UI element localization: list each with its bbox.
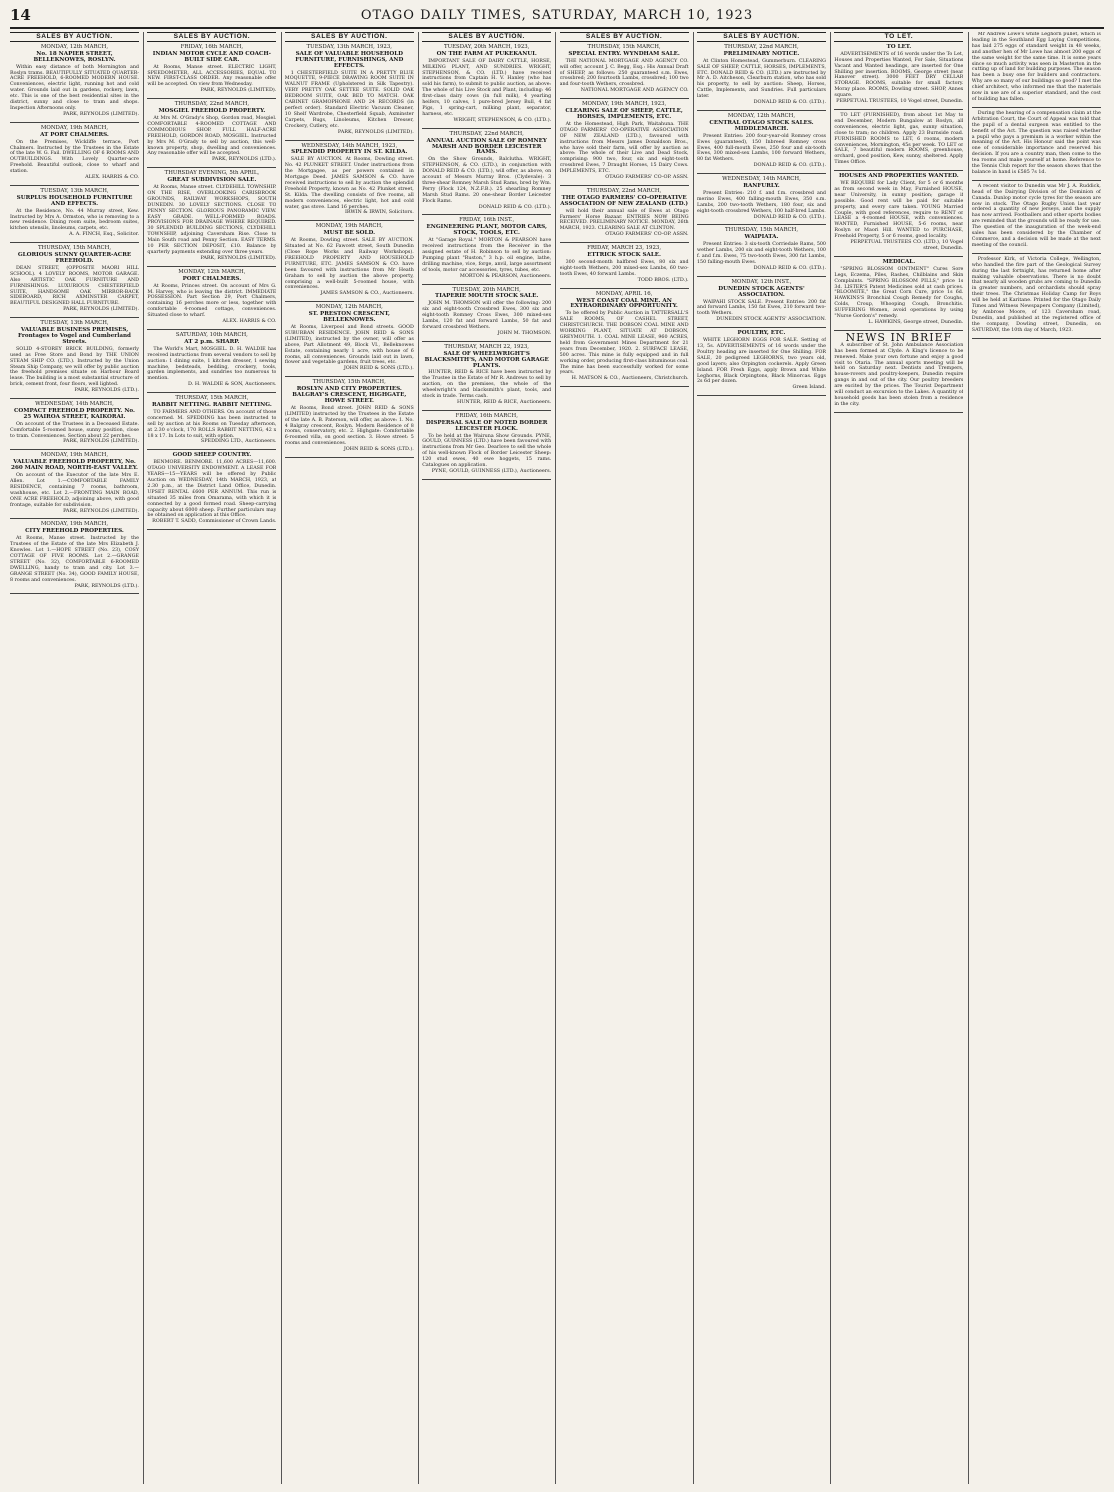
advertisement <box>972 32 1101 103</box>
ad-separator <box>972 253 1101 254</box>
advertisement <box>147 453 276 525</box>
advertisement <box>422 45 551 124</box>
ad-title: PRELIMINARY NOTICE. <box>723 50 800 57</box>
advertisement <box>697 228 826 271</box>
ad-title: POULTRY, ETC. <box>737 330 786 337</box>
ad-title: AT 2 p.m. SHARP. <box>184 338 240 345</box>
ad-signature: DUNEDIN STOCK AGENTS' ASSOCIATION. <box>716 316 826 323</box>
ad-separator <box>147 449 276 450</box>
ad-signature: DONALD REID & CO. (LTD.). <box>753 213 826 220</box>
ad-title: RANFURLY. <box>743 183 780 190</box>
ad-title: HOUSES AND PROPERTIES WANTED. <box>839 173 959 180</box>
column-heading: SALES BY AUCTION. <box>10 32 139 42</box>
ad-title: TO LET. <box>886 43 912 50</box>
ad-title: AT PORT CHALMERS. <box>40 131 109 138</box>
ad-signature: JOHN M. THOMSON. <box>497 329 552 336</box>
ad-date: MONDAY, APRIL 16, <box>595 290 653 297</box>
ad-separator <box>147 329 276 330</box>
ad-body: At Rooms, Princes street. On account of Mrs G. M. Harvey, who is leaving the district. IMMEDIATE POSSESSION. Part Section 29, Port Chalmers, containing 16 perches more or less, together with comfortable 4-roomed cottage, conveniences. Situated close to wharf. <box>147 283 277 319</box>
advertisement <box>147 270 276 325</box>
ad-separator <box>834 109 963 110</box>
ad-signature: ROBERT T. SADD, Commissioner of Crown Lands. <box>152 518 277 525</box>
ad-separator <box>560 185 689 186</box>
advertisement <box>10 321 139 394</box>
advertisement <box>422 218 551 279</box>
ad-signature: PARK, REYNOLDS (LIMITED). <box>337 128 414 135</box>
ad-signature: TODD BROS. (LTD.). <box>637 276 689 283</box>
column-rule <box>830 32 831 1484</box>
ad-date: THURSDAY, 15th MARCH, <box>724 227 799 234</box>
ad-separator <box>972 338 1101 339</box>
ad-signature: OTAGO FARMERS' CO-OP. ASSN. <box>605 231 689 238</box>
advertisement <box>10 126 139 181</box>
ad-signature: H. MATSON & CO., Auctioneers, Christchurch. <box>571 375 689 382</box>
ad-title: No. 18 NAPIER STREET, BELLEKNOWES, ROSLYN. <box>33 50 116 63</box>
ad-date: MONDAY, 19th MARCH, <box>40 124 109 131</box>
ad-separator <box>10 449 139 450</box>
column-4 <box>422 32 551 1484</box>
column-rule <box>555 32 556 1484</box>
advertisement <box>147 171 276 262</box>
ad-body: The World's Mart, MOSGIEL. D. H. WALDIE has received instructions from several vendors to sell by auction: 1 dining suite, 1 kitchen dresser, 1 sewing machine, bedsteads, bedding, crockery, tools, garden implements, and sundries too numerous to mention. <box>147 346 277 382</box>
ad-title: ETTRICK STOCK SALE. <box>587 252 661 259</box>
ad-title: VALUABLE FREEHOLD PROPERTY, No. 260 MAIN ROAD, NORTH-EAST VALLEY. <box>11 459 138 472</box>
ad-date: MONDAY, 12th MARCH, <box>315 304 383 311</box>
column-2 <box>147 32 276 1484</box>
ad-signature: PARK, REYNOLDS (LTD.). <box>74 582 139 589</box>
page-number: 14 <box>10 6 31 24</box>
ad-signature: JOHN REID & SONS (LTD.). <box>343 446 414 453</box>
ad-date: THURSDAY, 15th MARCH, <box>37 245 112 252</box>
advertisement <box>10 453 139 514</box>
ad-date: THURSDAY, 15th MARCH, <box>587 43 661 50</box>
advertisement <box>560 189 689 238</box>
advertisement <box>834 174 963 252</box>
ad-signature: PARK, REYNOLDS (LTD.). <box>211 156 277 163</box>
ad-date: MONDAY, 12th MARCH, <box>40 43 109 50</box>
ad-separator <box>560 242 689 243</box>
ad-title: MOSGIEL FREEHOLD PROPERTY. <box>158 108 266 115</box>
ad-separator <box>147 167 276 168</box>
ad-signature: JAMES SAMSON & CO., Auctioneers. <box>320 290 414 297</box>
ad-date: MONDAY, 12th INST., <box>731 278 792 285</box>
ad-body: At Rooms, Manse street. ELECTRIC LIGHT, SPEEDOMETER, ALL ACCESSORIES, EQUAL TO NEW. FIRST-CLASS ORDER. Any reasonable offer will be accepted. On view from Wednesday. <box>147 64 277 88</box>
ad-title: CITY FREEHOLD PROPERTIES. <box>25 528 124 535</box>
ad-signature: IRWIN & IRWIN, Solicitors. <box>345 209 414 216</box>
ad-separator <box>422 341 551 342</box>
ad-body: Present Entries: 200 four-year-old Romney cross Ewes (guaranteed), 150 Inbreed Romney cross Ewes, 400 full-mouth Ewes, 250 four and six-tooth Ewes, 300 mixed-sex Lambs, 100 forward Wethers, 80 fat Wethers. <box>697 133 826 163</box>
ad-body: 300 second-month halfbred Ewes, 80 six and eight-tooth Wethers, 200 mixed-sex Lambs, 60 two-tooth Ewes, 40 forward Lambs. <box>559 260 689 277</box>
ad-date: THURSDAY, MARCH 22, 1923, <box>444 343 529 350</box>
advertisement <box>147 102 276 163</box>
ad-body: At Rooms, Dowling street. SALE BY AUCTION. Situated at No. 62 Fawcett street, South Dunedin (Close Rope Works and Railway Workshops). FREEHOLD PROPERTY AND HOUSEHOLD FURNITURE, ETC. JAMES SAMSON & CO. have been favoured with instructions from Mr Heath Graham to sell by auction the above property, comprising a well-built 5-roomed house, with conveniences. <box>284 238 414 291</box>
column-rule <box>281 32 282 1484</box>
ad-date: THURSDAY, 15th MARCH, <box>175 395 249 402</box>
column-rule <box>418 32 419 1484</box>
column-1 <box>10 32 139 1484</box>
advertisement <box>10 522 139 589</box>
ad-separator <box>697 224 826 225</box>
ad-separator <box>285 376 414 377</box>
ad-date: MONDAY, 12th MARCH, <box>178 268 246 275</box>
ad-signature: PYNE, GOULD, GUINNESS (LTD.), Auctioneers. <box>431 468 552 474</box>
ad-title: MUST BE SOLD. <box>323 230 376 237</box>
ad-separator <box>10 398 139 399</box>
ad-signature: PARK, REYNOLDS (LIMITED). <box>200 87 277 94</box>
ad-title: SALE OF WHEELWRIGHT'S BLACKSMITH'S, AND MOTOR GARAGE PLANTS. <box>424 350 549 369</box>
ad-body: At Rooms, Bond street. JOHN REID & SONS (LIMITED) instructed by the Trustees in the Estate of the late A. B. Paterson, will offer, as above: 1. No. 4 Balgray crescent, Roslyn. Modern Residence of 8 rooms, conservatory, etc. 2. Highgate: Comfortable 6-roomed villa, on good section. 3. Howe street: 5 rooms and conveniences. <box>284 405 414 447</box>
ad-body: JOHN M. THOMSON will offer the following: 200 six and eight-tooth Crossbred Ewes, 300 six and eight-tooth Romney Cross Ewes, 300 mixed-sex Lambs, 120 fat and forward Lambs, 50 fat and forward crossbred Wethers. <box>422 301 552 330</box>
advertisement <box>697 114 826 169</box>
ad-separator <box>10 242 139 243</box>
ad-date: MONDAY, 19th MARCH, <box>40 452 109 459</box>
ad-separator <box>10 593 139 594</box>
ad-title: ENGINEERING PLANT, MOTOR CARS, STOCK, TOOLS, ETC. <box>426 224 547 237</box>
ad-body: To be held at the Wairuna Show Grounds. PYNE, GOULD, GUINNESS (LTD.) have been favoured with instructions from Mr Geo. Dearlove to sell the whole of his well-known Flock of Border Leicester Sheep: 120 stud ewes, 40 ewe hoggets, 15 rams. Catalogues on application. <box>422 433 552 469</box>
advertisement <box>972 111 1101 176</box>
ad-separator <box>285 457 414 458</box>
ad-title: PORT CHALMERS. <box>182 275 242 282</box>
ad-separator <box>285 220 414 221</box>
ad-separator <box>422 214 551 215</box>
ad-separator <box>147 529 276 530</box>
column-heading: TO LET. <box>834 32 963 42</box>
ad-title: INDIAN MOTOR CYCLE AND COACH-BUILT SIDE CAR. <box>152 50 271 63</box>
ad-date: FRIDAY, 16th MARCH, <box>455 412 518 419</box>
ad-date: TUESDAY, 20th MARCH, <box>452 286 521 293</box>
ad-signature: L. HAWKINS, George street, Dunedin. <box>868 318 964 325</box>
ad-signature: WRIGHT, STEPHENSON, & CO. (LTD.). <box>453 116 552 123</box>
ad-separator <box>697 110 826 111</box>
ad-body: SOLID 4-STOREY BRICK BUILDING, formerly used as Free Store and Bond by THE UNION STEAM SHIP CO. (LTD.). Instructed by the Union Steam Ship Company, we will offer by public auction the freehold premises situate on Harbour Board lease. The building is a most substantial structure of brick, cement front, four floors, well lighted. <box>10 346 139 388</box>
newspaper-title: OTAGO DAILY TIMES, SATURDAY, MARCH 10, 1923 <box>360 8 754 23</box>
column-heading: SALES BY AUCTION. <box>560 32 689 42</box>
ad-body: At the Residence, No. 44 Murray street, Kew. Instructed by Mrs A. Ormston, who is removing to a new residence. Dining room suite, bedroom suites, kitchen utensils, linoleums, carpets, etc. <box>10 208 139 232</box>
ad-title: COMPACT FREEHOLD PROPERTY. No. 25 WAIROA STREET, KAIKORAI. <box>13 407 136 420</box>
ad-body: On the Premises, Wickliffe terrace, Port Chalmers. Instructed by the Trustees in the Estate of the late W. G. Fail. DWELLING OF 6 ROOMS AND OUTBUILDINGS. With Lovely Quarter-acre Freehold. Beautiful outlook, close to wharf and station. <box>10 139 139 175</box>
ad-body: WE REQUIRE for Lady Client, for 5 or 6 months as from second week in May, Furnished HOUSE, near University, in sunny position; garage if possible. Good rent will be paid for suitable property, and every care taken. YOUNG Married Couple, with good references, require to RENT or LEASE a 4-roomed HOUSE, with conveniences. WANTED, Furnished HOUSE, 5-6 rooms, near Roslyn or Maori Hill. WANTED to PURCHASE, Freehold Property, 5 or 6 rooms, good locality. <box>834 181 964 240</box>
ad-body: DEAN STREET, (OPPOSITE MAORI HILL SCHOOL). 4 LOVELY ROOMS, MOTOR GARAGE. Also ARTISTIC OAK FURNITURE AND FURNISHINGS. LUXURIOUS CHESTERFIELD SUITE, HANDSOME OAK MIRROR-BACK SIDEBOARD, RICH AXMINSTER CARPET, BEAUTIFUL DESIGNED HALL FURNITURE. <box>10 265 139 307</box>
ad-signature: ALEX. HARRIS & CO. <box>222 318 277 325</box>
ad-body: To be offered by Public Auction in TATTERSALL'S SALE ROOMS, OF CASHEL STREET, CHRISTCHURCH. THE DOBSON COAL MINE AND WORKING PLANT, SITUATE AT DOBSON, GREYMOUTH. 1. COAL MINE LEASE, 960 ACRES, held from Government Mines Department for 21 years from December, 1920. 2. SURFACE LEASE, 500 acres. This mine is fully equipped and in full working order, producing first-class bituminous coal. The mine has been successfully worked for some years. <box>559 311 689 376</box>
ad-body: Within easy distance of both Mornington and Roslyn trams. BEAUTIFULLY SITUATED QUARTER-ACRE FREEHOLD, 6-ROOMED MODERN HOUSE. Conveniences, electric light, running hot and cold water. Grounds laid out in gardens, rockery, lawn, etc. This is one of the best residential sites in the district, sunny and close to tram and shops. Inspection Afternoons only. <box>10 64 139 111</box>
advertisement <box>834 260 963 326</box>
columns-container <box>10 32 1104 1484</box>
ad-signature: PARK, REYNOLDS (LIMITED). <box>63 438 139 445</box>
ad-title: RABBIT NETTING. RABBIT NETTING. <box>151 402 272 409</box>
ad-date: THURSDAY EVENING, 5th APRIL, <box>164 170 260 177</box>
advertisement <box>834 113 963 166</box>
ad-body: A subscriber of St. John Ambulance Association has been formed at Clyde. A King's licence to be renewed. Make your own fortune and enjoy a good visit to Otaria. The annual sports meeting will be held on Saturday next. Dentists and Trempers, house-rovers and poultry-keepers, Dunedin require gangs in and out of the city. Our poultry breeders are excited by the prices. The Tourist Department will conduct an excursion to the Lakes. A quantity of household goods has been stolen from a residence in the city. <box>834 342 964 407</box>
advertisement <box>10 189 139 238</box>
ad-signature: PARK, REYNOLDS (LIMITED). <box>63 507 139 514</box>
ad-body: BENMORE. BENMORE. 11,600 ACRES—11,600. OTAGO UNIVERSITY ENDOWMENT. A LEASE FOR YEARS—15—YEARS will be offered by Public Auction on WEDNESDAY, 14th MARCH, 1923, at 2.30 p.m., at the District Land Office, Dunedin. UPSET RENTAL £600 PER ANNUM. This run is situated 35 miles from Omarama, with which it is connected by a good formed road. Sheep-carrying capacity about 6000 sheep. Further particulars may be obtained on application at this Office. <box>147 460 277 519</box>
ad-date: MONDAY, 12th MARCH, <box>727 112 796 119</box>
ad-signature: A. A. FINCH, Esq., Solicitor. <box>69 231 139 238</box>
advertisement <box>422 132 551 211</box>
ad-body: IMPORTANT SALE OF DAIRY CATTLE, HORSE, MILKING PLANT, AND SUNDRIES. WRIGHT, STEPHENSON, & CO. (LTD.) have received instructions from Captain H. V. Hanley (who has sold his farm), to submit to public auction, as above: The whole of his Live Stock and Plant, including: 46 first-class dairy cows (in full milk), 4 yearling heifers, 10 calves, 1 pure-bred Jersey Bull, 4 fat Pigs, 1 spring-cart, milking plant, separator, harness, etc. <box>422 58 552 117</box>
ad-separator <box>285 140 414 141</box>
column-6 <box>697 32 826 1484</box>
ad-title: ST. PRESTON CRESCENT, BELLEKNOWES. <box>308 311 390 324</box>
ad-date: TUESDAY, 13th MARCH, <box>40 187 109 194</box>
ad-separator <box>147 98 276 99</box>
ad-title: ON THE FARM AT PUKEKANUI. <box>436 50 537 57</box>
ad-date: MONDAY, 19th MARCH, <box>315 223 383 230</box>
ad-body: WHITE LEGHORN EGGS FOR SALE. Setting of 13, 5s. ADVERTISEMENTS of 16 words under the Poultry heading are inserted for One Shilling. FOR SALE, 20 pedigreed LEGHORNS, two years old, good layers; also Orpington cockerels. Apply Green Island. FOR Fresh Eggs, apply Brown and White Leghorns, Black Orpingtons, Black Minorcas. Eggs 2s 6d per dozen. <box>697 338 826 385</box>
ad-signature: HUNTER, REID & RICE, Auctioneers. <box>457 398 552 405</box>
ad-date: TUESDAY, 13th MARCH, <box>40 320 109 327</box>
ad-body: At Rooms, Liverpool and Bond streets. GOOD SUBURBAN RESIDENCE. JOHN REID & SONS (LIMITED), instructed by the owner, will offer as above, Part Allotment 49, Block VI., Belleknowes Estate, containing nearly 1 acre, with house of 6 rooms, all conveniences. Grounds laid out in lawn, flower and vegetable gardens, fruit trees, etc. <box>284 324 414 366</box>
ad-body: At Rooms, Manse street. Instructed by the Trustees of the Estate of the late Mrs Elizabeth J. Knowles. Lot 1.—HOPE STREET (No. 23), COSY COTTAGE OF FIVE ROOMS. Lot 2.—GRANGE STREET (No. 32), COMFORTABLE 6-ROOMED DWELLING, handy to tram and city. Lot 3.—GRANGE STREET (No. 34), GOOD FAMILY HOUSE, 8 rooms and conveniences. <box>10 536 139 583</box>
ad-separator <box>147 266 276 267</box>
advertisement <box>972 257 1101 334</box>
ad-title: THE OTAGO FARMERS' CO-OPERATIVE ASSOCIATION OF NEW ZEALAND (LTD.) <box>560 194 688 207</box>
ad-date: MONDAY, 19th MARCH, 1923, <box>581 101 667 108</box>
advertisement <box>285 380 414 453</box>
ad-separator <box>834 170 963 171</box>
ad-body: On the Show Grounds, Balclutha. WRIGHT, STEPHENSON, & CO. (LTD.), in conjunction with DONALD REID & CO. (LTD.), will offer, as above, on account of Messrs Murray Bros. (Clydevale): 3 three-shear Romney Marsh Stud Rams, bred by Wm. Perry (Flock 124, N.Z.F.B.). 25 shearling Romney Marsh Stud Rams. 20 one-shear Border Leicester Flock Rams. <box>422 157 552 204</box>
advertisement <box>422 414 551 475</box>
ad-separator <box>10 518 139 519</box>
ad-separator <box>560 98 689 99</box>
advertisement <box>560 45 689 94</box>
ad-separator <box>560 288 689 289</box>
ad-body: At Clinton Homestead, Gummerburn. CLEARING SALE OF SHEEP, CATTLE, HORSES, IMPLEMENTS, ETC. DONALD REID & CO. (LTD.) are instructed by Mr A. D. Aitcheson, Clearburn station, who has sold his property, to sell by auction: Sheep, Horses, Cattle, Implements, and Sundries. Full particulars later. <box>697 58 826 100</box>
ad-date: THURSDAY, 15th MARCH, <box>312 379 386 386</box>
ad-body: Mr Andrew Lowe's white Leghorn pullet, which is leading in the Southland Egg Laying Competitions, has laid 275 eggs of standard weight in 48 weeks, and another hen of Mr Lowe has almost 200 eggs of the same weight for the same time. It is some years since so much activity was seen in Masterton in the cutting up of land for building purposes. The season has been a busy one for builders and contractors. Why are so many of our buildings so good? I met the chief architect, who informed me that the materials now in use are of a superior standard, and the cost of building has fallen. <box>971 32 1101 102</box>
column-rule <box>968 32 969 1484</box>
ad-body: TO LET (FURNISHED), from about 1st May to end December, Modern Bungalow at Roslyn, all conveniences, electric light, gas, sunny situation, close to tram; no children. Apply 23 Burnside road. FURNISHED ROOMS to LET, 6 rooms, modern conveniences, Mornington, 45s per week. TO LET or SALE, 7 beautiful modern ROOMS, greenhouse, orchard, good position, Kew, sunny, sheltered. Apply Times Office. <box>834 112 964 166</box>
column-3 <box>285 32 414 1484</box>
advertisement <box>834 330 964 408</box>
ad-body: Professor Kirk, of Victoria College, Wellington, who handled the fire part of the Geological Survey during the last fortnight, has returned home after making valuable observations. There is no doubt that nearly all wooden grubs are coming to Dunedin in greater numbers, and orchardists should spray their trees. The Christmas Holiday Camp for Boys will be held at Karitane. Printed for the Otago Daily Times and Witness Newspapers Company (Limited), by Ambrose Moore, of 123 Caversham road, Dunedin, and published at the registered office of the company, Dowling street, Dunedin, on SATURDAY, the 10th day of March, 1923. <box>971 256 1101 333</box>
advertisement <box>10 45 139 118</box>
ad-title: DISPERSAL SALE OF NOTED BORDER LEICESTER FLOCK. <box>425 419 548 432</box>
ad-date: THURSDAY, 22nd MARCH, <box>174 101 250 108</box>
ad-body: TO FARMERS AND OTHERS. On account of those concerned. M. SPEDDING has been instructed to sell by auction at his Rooms on Tuesday afternoon, at 2.30 o'clock, 170 ROLLS RABBIT NETTING, 42 x 18 x 17. In Lots to suit, with option. <box>147 409 277 439</box>
ad-title: SPLENDID PROPERTY IN ST. KILDA. <box>291 149 408 156</box>
ad-signature: JOHN REID & SONS (LTD.). <box>343 365 414 372</box>
ad-title: SPECIAL ENTRY. WYNDHAM SALE. <box>568 50 680 57</box>
ad-date: SATURDAY, 10th MARCH, <box>175 331 248 338</box>
advertisement <box>10 402 139 445</box>
ad-signature: DONALD REID & CO. (LTD.). <box>478 203 552 210</box>
ad-date: FRIDAY, MARCH 23, 1923, <box>587 245 662 252</box>
column-5 <box>560 32 689 1484</box>
advertisement <box>972 184 1101 249</box>
advertisement <box>422 345 551 406</box>
ad-separator <box>422 128 551 129</box>
ad-signature: DONALD REID & CO. (LTD.). <box>753 264 826 271</box>
ad-title: TIAPERIE MOUTH STOCK SALE. <box>435 293 539 300</box>
column-heading: SALES BY AUCTION. <box>422 32 551 42</box>
advertisement <box>422 288 551 337</box>
ad-signature: ALEX. HARRIS & CO. <box>85 174 139 181</box>
advertisement <box>147 396 276 445</box>
ad-separator <box>422 284 551 285</box>
ad-body: A recent visitor to Dunedin was Mr J. A. Ruddick, head of the Dairying Division of the Dominion of Canada. Dunlop motor cycle tyres for the season are now in stock. The Otago Rugby Union last year ordered a quantity of new jerseys, and the supply has now arrived. Footballers and other sports bodies are reminded that the grounds will be ready for use. The question of the inauguration of the week-end sales has been considered by the Chamber of Commerce, and a decision will be made at the next meeting of the council. <box>971 183 1101 248</box>
ad-body: At Mrs M. O'Grady's Shop, Gordon road, Mosgiel. COMFORTABLE 4-ROOMED COTTAGE AND COMMODIOUS SHOP. FULL HALF-ACRE FREEHOLD, GORDON ROAD, MOSGIEL. Instructed by Mrs M. O'Grady to sell by auction, this well-known property, shop, dwelling and conveniences. Any reasonable offer will be accepted. <box>147 115 277 157</box>
ad-separator <box>422 410 551 411</box>
ad-signature: D. H. WALDIE & SON, Auctioneers. <box>188 381 277 388</box>
ad-signature: PARK, REYNOLDS (LTD.). <box>74 387 139 394</box>
advertisement <box>10 246 139 313</box>
advertisement <box>285 144 414 217</box>
ad-title: NEWS IN BRIEF <box>845 330 953 344</box>
ad-separator <box>285 301 414 302</box>
column-heading: SALES BY AUCTION. <box>285 32 414 42</box>
ad-separator <box>10 122 139 123</box>
ad-signature: PERPETUAL TRUSTEES, 10 Vogel street, Dunedin. <box>836 98 964 105</box>
ad-title: SALE OF VALUABLE HOUSEHOLD FURNITURE, FURNISHINGS, AND EFFECTS. <box>295 50 404 69</box>
ad-body: On account of the Executor of the late Mrs E. Allen. Lot 1.—COMFORTABLE FAMILY RESIDENCE, containing 7 rooms, bathroom, washhouse, etc. Lot 2.—FRONTING MAIN ROAD, ONE ACRE FREEHOLD, adjoining above, with good frontage, suitable for subdivision. <box>10 473 139 508</box>
ad-body: "SPRING BLOSSOM OINTMENT" Cures Sore Legs, Eczema, Piles, Rashes, Chilblains and Skin Complaints. "SPRING BLOSSOM PILLS," price 1s 3d. LISTER'S Patent Medicines sold at cash prices. "BLOOMITE," the Great Corn Cure, price 1s 6d. HAWKINS'S Bronchial Cough Remedy for Coughs, Colds, Croup, Whooping Cough, Bronchitis. SUFFERING Women, avoid operations by using "Nurse Gordon's" remedy. <box>834 266 964 320</box>
ad-date: THURSDAY, 22nd MARCH, <box>586 187 662 194</box>
ad-signature: SPEDDING LTD., Auctioneers. <box>200 438 277 445</box>
ad-body: Present Entries: 3 six-tooth Corriedale Rams, 500 wether Lambs, 200 six and eight-tooth Wethers, 100 f. and f.m. Ewes, 75 two-tooth Ewes, 300 fat Lambs, 150 falling-mouth Ewes. <box>697 242 826 265</box>
ad-title: SURPLUS HOUSEHOLD FURNITURE AND EFFECTS. <box>16 194 133 207</box>
column-heading: SALES BY AUCTION. <box>697 32 826 42</box>
ad-signature: DONALD REID & CO. (LTD.). <box>753 162 826 169</box>
ad-separator <box>422 479 551 480</box>
ad-signature: OTAGO FARMERS' CO-OP. ASSN. <box>605 174 689 181</box>
ad-signature: PARK, REYNOLDS (LIMITED). <box>200 254 277 261</box>
ad-separator <box>972 107 1101 108</box>
ad-body: THE NATIONAL MORTGAGE AND AGENCY CO. will offer, account J. C. Begg, Esq.: His Annual Draft of SHEEP, as follows: 250 guaranteed s.m. Ewes, crossbred; 200 fourtooth Lambs, crossbred; 100 two and four-tooth Wethers, crossbred. <box>559 58 689 88</box>
ad-separator <box>10 185 139 186</box>
ad-title: CENTRAL OTAGO STOCK SALES. MIDDLEMARCH. <box>709 119 814 132</box>
ad-title: DUNEDIN STOCK AGENTS' ASSOCIATION. <box>718 285 805 298</box>
ad-title: VALUABLE BUSINESS PREMISES, Frontages to Vogel and Cumberland Streets. <box>18 327 131 345</box>
ad-signature: PARK, REYNOLDS (LIMITED). <box>63 306 139 313</box>
ad-body: At Rooms, Manse street. CLYDEHILL TOWNSHIP. ON THE RISE, OVERLOOKING CARISBROOK GROUNDS, RAILWAY WORKSHOPS, SOUTH DUNEDIN. 30 LOVELY SECTIONS. CLOSE TO PENNY SECTION. GLORIOUS PANORAMIC VIEW. EASY GRADE. WELL-FORMED ROADS. PROVISIONS FOR DRAINAGE WHERE REQUIRED. 30 SPLENDID BUILDING SECTIONS, CLYDEHILL TOWNSHIP, adjoining Caversham Rise. Close to Main South road and Penny Section. EASY TERMS. 10 PER SECTION DEPOSIT, £10. Balance by quarterly payments extending over three years. <box>147 185 277 255</box>
ad-signature: Green Island. <box>792 384 826 391</box>
ad-body: will hold their annual sale of Ewes at Otago Farmers' Horse Bazaar. ENTRIES NOW BEING RECEIVED. PRELIMINARY NOTICE. MONDAY, 26th MARCH, 1923. CLEARING SALE AT CLINTON. <box>559 208 689 232</box>
ad-date: WEDNESDAY, 14th MARCH, <box>722 176 801 183</box>
ad-separator <box>697 276 826 277</box>
ad-title: ROSLYN AND CITY PROPERTIES. BALGRAY'S CRESCENT, HIGHGATE, HOWE STREET. <box>292 386 407 404</box>
ad-separator <box>697 327 826 328</box>
ad-title: WAIPIATA. <box>744 234 779 241</box>
advertisement <box>285 224 414 297</box>
column-8 <box>972 32 1101 1484</box>
ad-separator <box>147 392 276 393</box>
advertisement <box>697 45 826 106</box>
ad-title: GREAT SUBDIVISION SALE. <box>167 177 257 184</box>
ad-separator <box>972 180 1101 181</box>
column-7 <box>834 32 963 1484</box>
ad-title: GLORIOUS SUNNY QUARTER-ACRE FREEHOLD. <box>17 252 132 264</box>
column-rule <box>143 32 144 1484</box>
ad-separator <box>697 395 826 396</box>
ad-separator <box>560 386 689 387</box>
ad-body: 1 CHESTERFIELD SUITE IN A PRETTY BLUE MOQUETTE, 9-PIECE DRAWING ROOM SUITE IN WALNUT FRAME (Upholstered in Silk Tapestry). VERY PRETTY OAK SETTEE SUITE. SOLID OAK BEDROOM SUITE, OAK BED TO MATCH. OAK CABINET GRAMOPHONE AND 24 RECORDS (in perfect order). Standard Electric Vacuum Cleaner, 10 Shelf Wardrobe, Chesterfield Squab, Axminster Carpets, Rugs, Linoleums, Kitchen Dresser, Crockery, Cutlery, etc. <box>284 70 414 129</box>
ad-signature: NATIONAL MORTGAGE AND AGENCY CO. <box>580 87 689 94</box>
ad-body: HUNTER, REID & RICE have been instructed by the Trustee in the Estate of Mr R. Andrews to sell by auction, on the premises, the whole of the wheelwright's and blacksmith's plant, tools, and stock in trade. Terms cash. <box>422 370 552 400</box>
masthead <box>10 6 1104 26</box>
ad-date: TUESDAY, 20th MARCH, 1923, <box>443 43 530 50</box>
advertisement <box>697 331 826 391</box>
ad-date: WEDNESDAY, 14th MARCH, 1923, <box>301 142 398 149</box>
ad-separator <box>697 173 826 174</box>
ad-date: MONDAY, 19th MARCH, <box>40 521 109 528</box>
ad-signature: PERPETUAL TRUSTEES CO. (LTD.), 10 Vogel street, Dunedin. <box>850 239 964 251</box>
ad-body: ADVERTISEMENTS of 16 words under the To Let, Houses and Properties Wanted, For Sale, Situations Vacant and Wanted headings, are inserted for One Shilling per insertion. ROOMS, George street (near Hanover street). 3000 FEET DRY CELLAR STORAGE. ROOMS, suitable for small factory. Moray place. ROOMS, Dowling street. SHOP, Annex square. <box>834 51 964 99</box>
advertisement <box>560 102 689 181</box>
advertisement <box>285 305 414 372</box>
ad-signature: PARK, REYNOLDS (LIMITED). <box>63 110 139 117</box>
ad-title: GOOD SHEEP COUNTRY. <box>172 452 252 459</box>
column-rule <box>693 32 694 1484</box>
ad-date: FRIDAY, 16th MARCH, <box>180 43 244 50</box>
advertisement <box>697 280 826 323</box>
ad-separator <box>834 412 963 413</box>
ad-title: MEDICAL. <box>882 258 916 265</box>
ad-date: FRIDAY, 16th INST., <box>459 217 515 224</box>
ad-body: On account of the Trustees in a Deceased Estate. Comfortable 5-roomed house, sunny position, close to tram. Conveniences. Section about 22 perches. <box>10 421 139 439</box>
ad-body: At "Garage Royal." MORTON & PEARSON have received instructions from the Receiver in the assigned estate of H. Robinson to sell by auction: Pumping plant "Ruston," 3 h.p. oil engine, lathe, drilling machine, vice, forge, anvil, large assortment of tools, motor car accessories, tyres, tubes, etc. <box>422 238 552 273</box>
masthead-rule <box>10 27 1104 29</box>
advertisement <box>147 333 276 388</box>
advertisement <box>560 292 689 383</box>
advertisement <box>834 45 963 105</box>
ad-separator <box>10 317 139 318</box>
ad-title: ANNUAL AUCTION SALE OF ROMNEY MARSH AND BORDER LEICESTER RAMS. <box>426 137 547 156</box>
column-heading: SALES BY AUCTION. <box>147 32 276 42</box>
ad-body: WAIPAHI STOCK SALE. Present Entries: 200 fat and forward Lambs, 150 fat Ewes, 210 forward two-tooth Wethers. <box>697 299 826 317</box>
ad-signature: MORTON & PEARSON, Auctioneers. <box>459 272 552 279</box>
advertisement <box>147 45 276 94</box>
ad-date: THURSDAY, 22nd MARCH, <box>449 130 524 137</box>
ad-body: During the hearing of a compensation claim at the Arbitration Court, the Court of Appeal was told that the pupil of a dental surgeon was entitled to the benefit of the Act. The question was raised whether a pupil who pays a premium is a worker within the meaning of the Act. His Honour said the point was one of considerable importance and reserved his decision. If you are a country man, then come to the tea rooms and make yourself at home. Reference to the Tennis Club report for the season shows that the balance in hand is £585 7s 1d. <box>971 110 1101 175</box>
ad-separator <box>834 256 963 257</box>
ad-date: THURSDAY, 22nd MARCH, <box>724 43 799 50</box>
ad-date: TUESDAY, 13th MARCH, 1923, <box>306 43 392 50</box>
ad-body: At the Homestead, High Park, Waitahuna. THE OTAGO FARMERS' CO-OPERATIVE ASSOCIATION OF NEW ZEALAND (LTD.), favoured with instructions from Messrs James Donaldson Bros., who have sold their farm, will offer by auction as above: The whole of their Live and Dead Stock, comprising: 900 two, four, six and eight-tooth crossbred Ewes, 7 Draught Horses, 15 Dairy Cows. IMPLEMENTS, ETC. <box>559 121 689 175</box>
ad-signature: DONALD REID & CO. (LTD.). <box>753 99 826 106</box>
advertisement <box>560 246 689 283</box>
ad-body: Present Entries: 210 f. and f.m. crossbred and merino Ewes, 400 falling-mouth Ewes, 350 s.m. Lambs, 200 two-tooth Wethers, 180 four, six and eight-tooth crossbred Wethers, 100 half-bred Lambs. <box>697 190 826 214</box>
advertisement <box>285 45 414 136</box>
ad-title: WEST COAST COAL MINE. AN EXTRAORDINARY OPPORTUNITY. <box>570 297 678 310</box>
ad-date: WEDNESDAY, 14th MARCH, <box>35 401 114 408</box>
ad-title: CLEARING SALE OF SHEEP, CATTLE, HORSES, IMPLEMENTS, ETC. <box>565 108 683 120</box>
ad-body: SALE BY AUCTION. At Rooms, Dowling street. No. 42 PLUNKET STREET. Under instructions from the Mortgagee, as per powers contained in Mortgage Deed. JAMES SAMSON & CO. have received instructions to sell by auction the splendid Freehold Property, known as No. 42 Plunket street, St. Kilda. The dwelling consists of five rooms, all modern conveniences, electric light, hot and cold water, gas stove. Land 16 perches. <box>284 157 414 210</box>
advertisement <box>697 177 826 220</box>
